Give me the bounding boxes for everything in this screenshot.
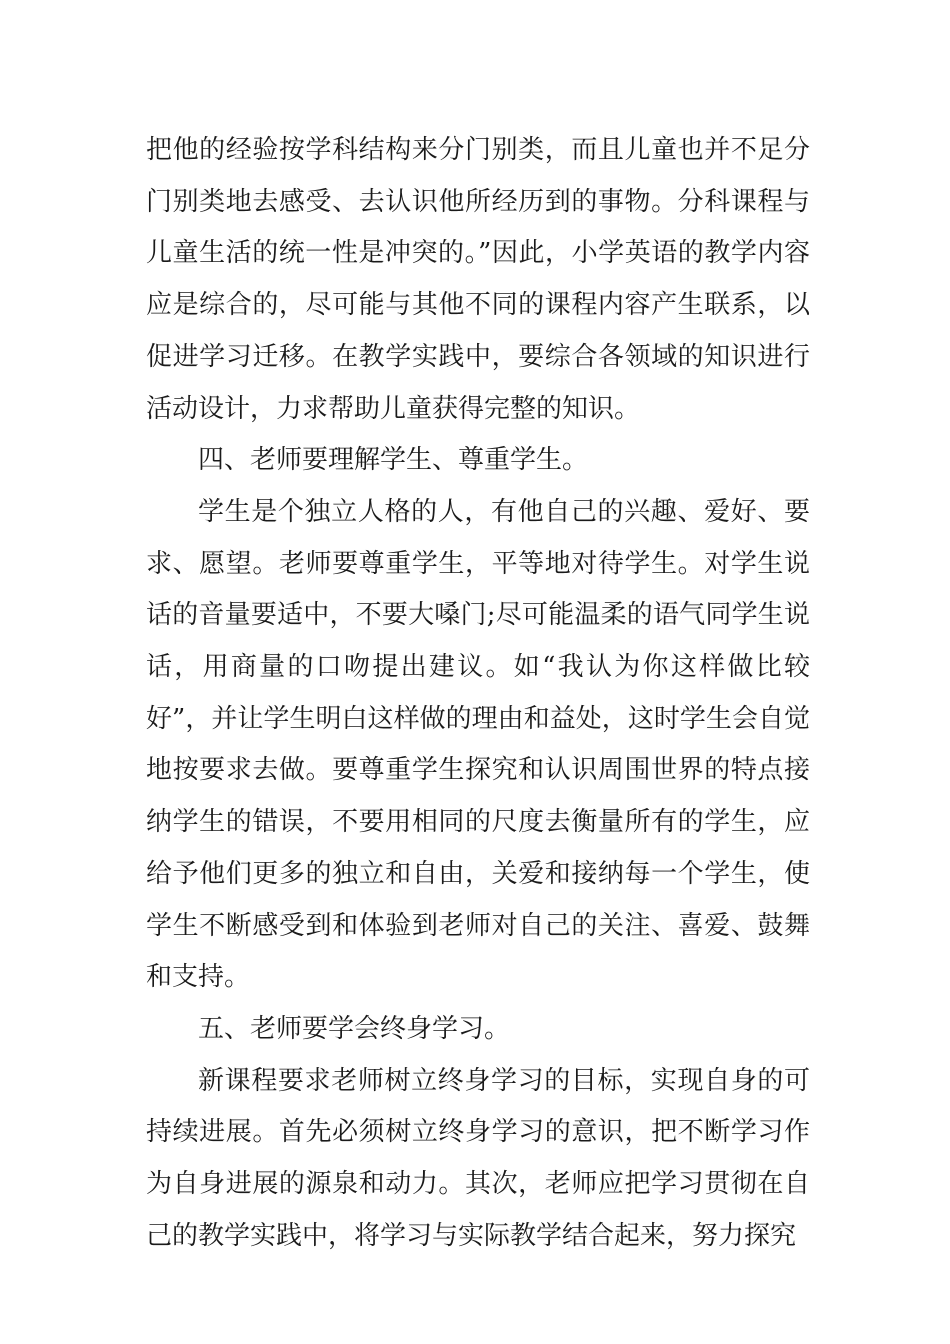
paragraph-lifelong-learning: 新课程要求老师树立终身学习的目标，实现自身的可持续进展。首先必须树立终身学习的意识，把不断学习作为自身进展的源泉和动力。其次，老师应把学习贯彻在自己的教学实践中，将学习与实际教学结合起来，努力探究 [146,1065,810,1251]
document-body [146,125,810,1262]
paragraph-continuation: 把他的经验按学科结构来分门别类，而且儿童也并不足分门别类地去感受、去认识他所经历到的事物。分科课程与儿童生活的统一性是冲突的。”因此，小学英语的教学内容应是综合的，尽可能与其他不同的课程内容产生联系，以促进学习迁移。在教学实践中，要综合各领域的知识进行活动设计，力求帮助儿童获得完整的知识。 [146,135,810,424]
paragraph-respect-students: 学生是个独立人格的人，有他自己的兴趣、爱好、要求、愿望。老师要尊重学生，平等地对待学生。对学生说话的音量要适中，不要大嗓门;尽可能温柔的语气同学生说话，用商量的口吻提出建议。如“我认为你这样做比较好”，并让学生明白这样做的理由和益处，这时学生会自觉地按要求去做。要尊重学生探究和认识周围世界的特点接纳学生的错误，不要用相同的尺度去衡量所有的学生，应给予他们更多的独立和自由，关爱和接纳每一个学生，使学生不断感受到和体验到老师对自己的关注、喜爱、鼓舞和支持。 [146,496,810,993]
section-heading-four: 四、老师要理解学生、尊重学生。 [198,445,589,476]
section-heading-five: 五、老师要学会终身学习。 [198,1013,511,1044]
